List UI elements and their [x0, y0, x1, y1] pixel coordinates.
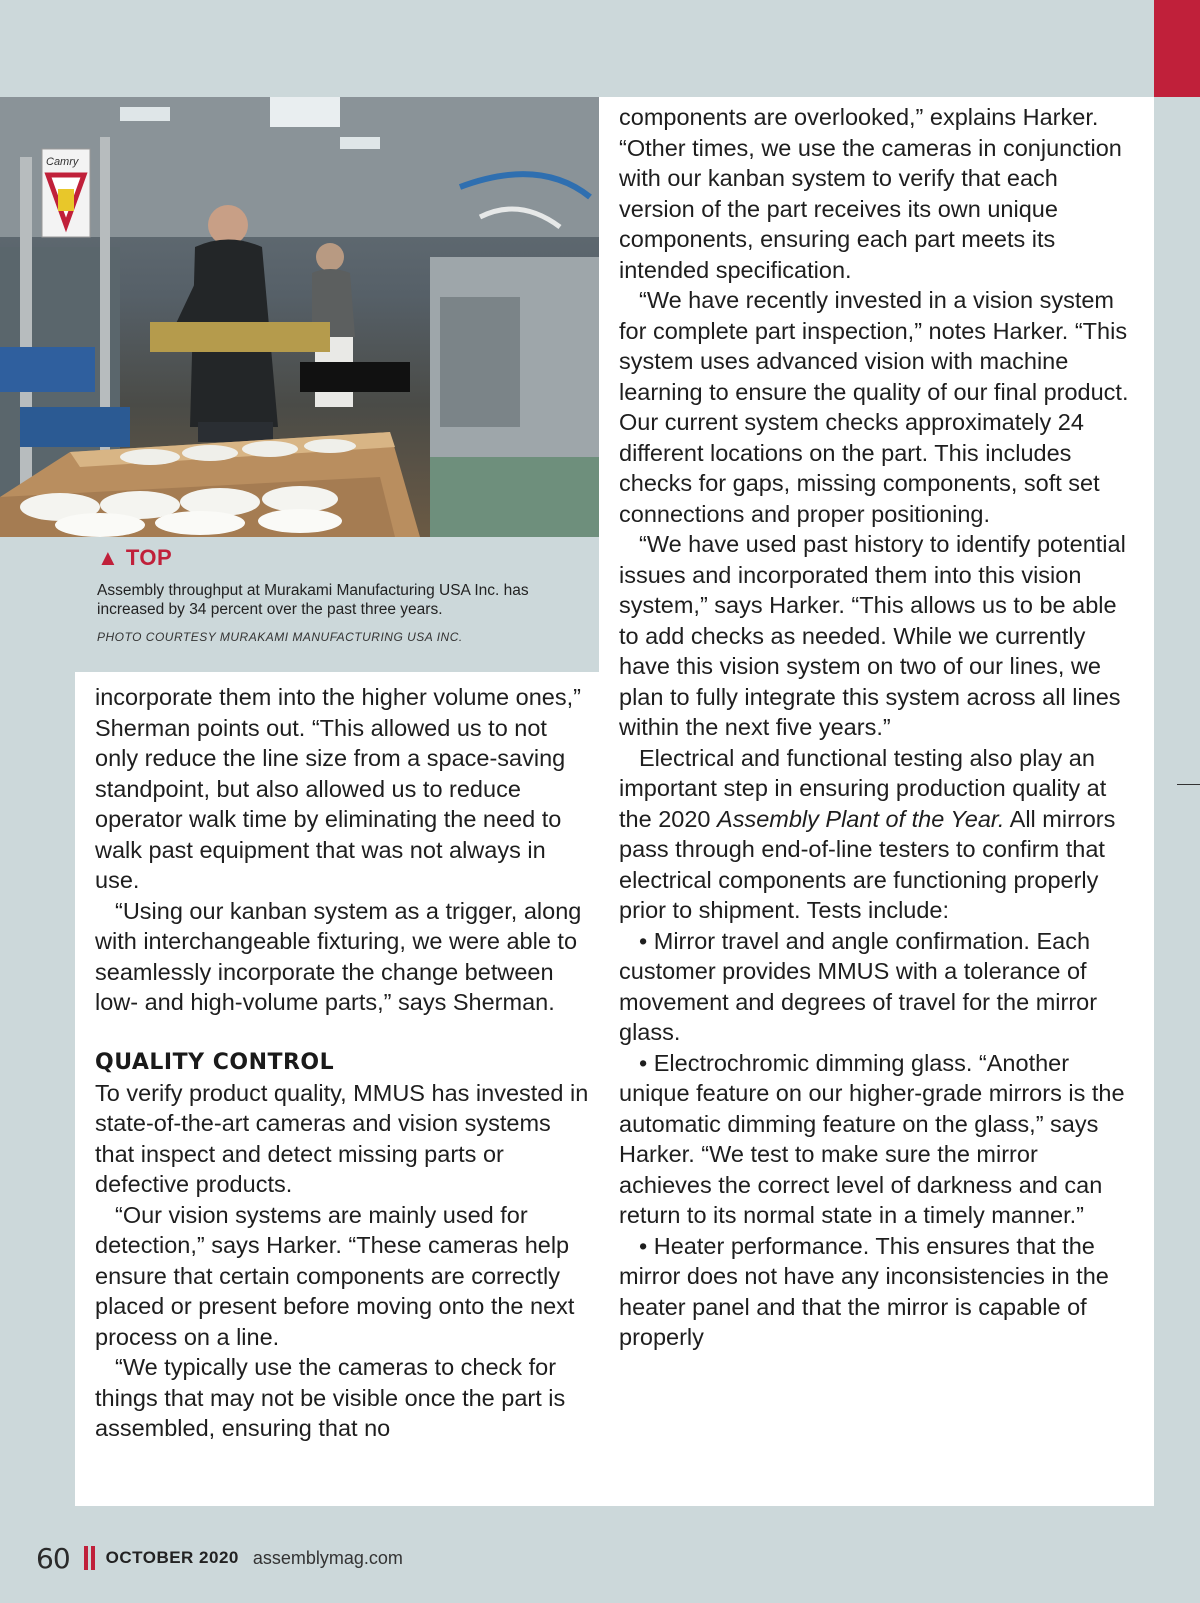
right-paragraph-2: “We have recently invested in a vision system for complete part inspection,” notes Harker. “This system uses advanced vision with machine learning to ensure the quality of our final product. Our current system checks approximately 24 different locations on the part. This includes checks for gaps, missing components, soft set connections and proper positioning. [619, 287, 1129, 527]
right-paragraph-1: components are overlooked,” explains Harker. “Other times, we use the cameras in conjunction with our kanban system to verify that each version of the part receives its own unique components, ensuring each part meets its intended specification. [619, 104, 1122, 283]
section-heading: QUALITY CONTROL [95, 1049, 335, 1075]
left-paragraph-1: incorporate them into the higher volume ones,” Sherman points out. “This allowed us to not only reduce the line size from a space-saving standpoint, but also allowed us to reduce operator walk time by eliminating the need to walk past equipment that was not always in use. [95, 684, 581, 893]
page-number: 60 [36, 1541, 70, 1575]
award-name: Assembly Plant of the Year. [717, 805, 1005, 832]
photo-credit: PHOTO COURTESY MURAKAMI MANUFACTURING USA INC. [97, 630, 463, 644]
page-footer [36, 1540, 403, 1576]
section-tab [1154, 0, 1200, 97]
sign-text: Camry [46, 156, 79, 168]
left-paragraph-5: “We typically use the cameras to check for things that may not be visible once the part is assembled, ensuring that no [95, 1354, 566, 1441]
factory-illustration [0, 97, 599, 537]
right-paragraph-7: • Heater performance. This ensures that the mirror does not have any inconsistencies in the heater panel and that the mirror is capable of properly [619, 1232, 1109, 1350]
issue-date: OCTOBER 2020 [105, 1548, 239, 1567]
left-column [95, 682, 595, 1444]
right-column [619, 102, 1129, 1353]
margin-rule [1177, 784, 1200, 785]
right-paragraph-4-b: All mirrors pass through end-of-line testers to confirm that electrical components are functioning properly prior to shipment. Tests include: [619, 805, 1116, 923]
left-paragraph-4: “Our vision systems are mainly used for detection,” says Harker. “These cameras help ensure that certain components are correctly placed or present before moving onto the next process on a line. [95, 1201, 575, 1350]
divider-bars-icon [84, 1546, 96, 1570]
left-paragraph-3: To verify product quality, MMUS has invested in state-of-the-art cameras and vision systems that inspect and detect missing parts or defective products. [95, 1079, 589, 1197]
right-paragraph-5: • Mirror travel and angle confirmation. Each customer provides MMUS with a tolerance of movement and degrees of travel for the mirror glass. [619, 927, 1098, 1045]
left-paragraph-2: “Using our kanban system as a trigger, along with interchangeable fixturing, we were able to seamlessly incorporate the change between low- and high-volume parts,” says Sherman. [95, 897, 582, 1015]
right-paragraph-4 [619, 743, 1129, 926]
right-paragraph-4-a: Electrical and functional testing also play an important step in ensuring production quality at the 2020 [619, 744, 1107, 832]
right-paragraph-6: • Electrochromic dimming glass. “Another unique feature on our higher-grade mirrors is the automatic dimming feature on the glass,” says Harker. “We test to make sure the mirror achieves the correct level of darkness and can return to its normal state in a timely manner.” [619, 1049, 1125, 1228]
factory-photo [0, 97, 599, 537]
caption-text: Assembly throughput at Murakami Manufacturing USA Inc. has increased by 34 percent over the past three years. [97, 582, 529, 618]
site-url[interactable]: assemblymag.com [252, 1547, 403, 1568]
caption-label: ▲ TOP [97, 545, 173, 570]
right-paragraph-3: “We have used past history to identify potential issues and incorporated them into this vision system,” says Harker. “This allows us to be able to add checks as needed. While we currently have this vision system on two of our lines, we plan to fully integrate this system across all lines within the next five years.” [619, 531, 1126, 740]
